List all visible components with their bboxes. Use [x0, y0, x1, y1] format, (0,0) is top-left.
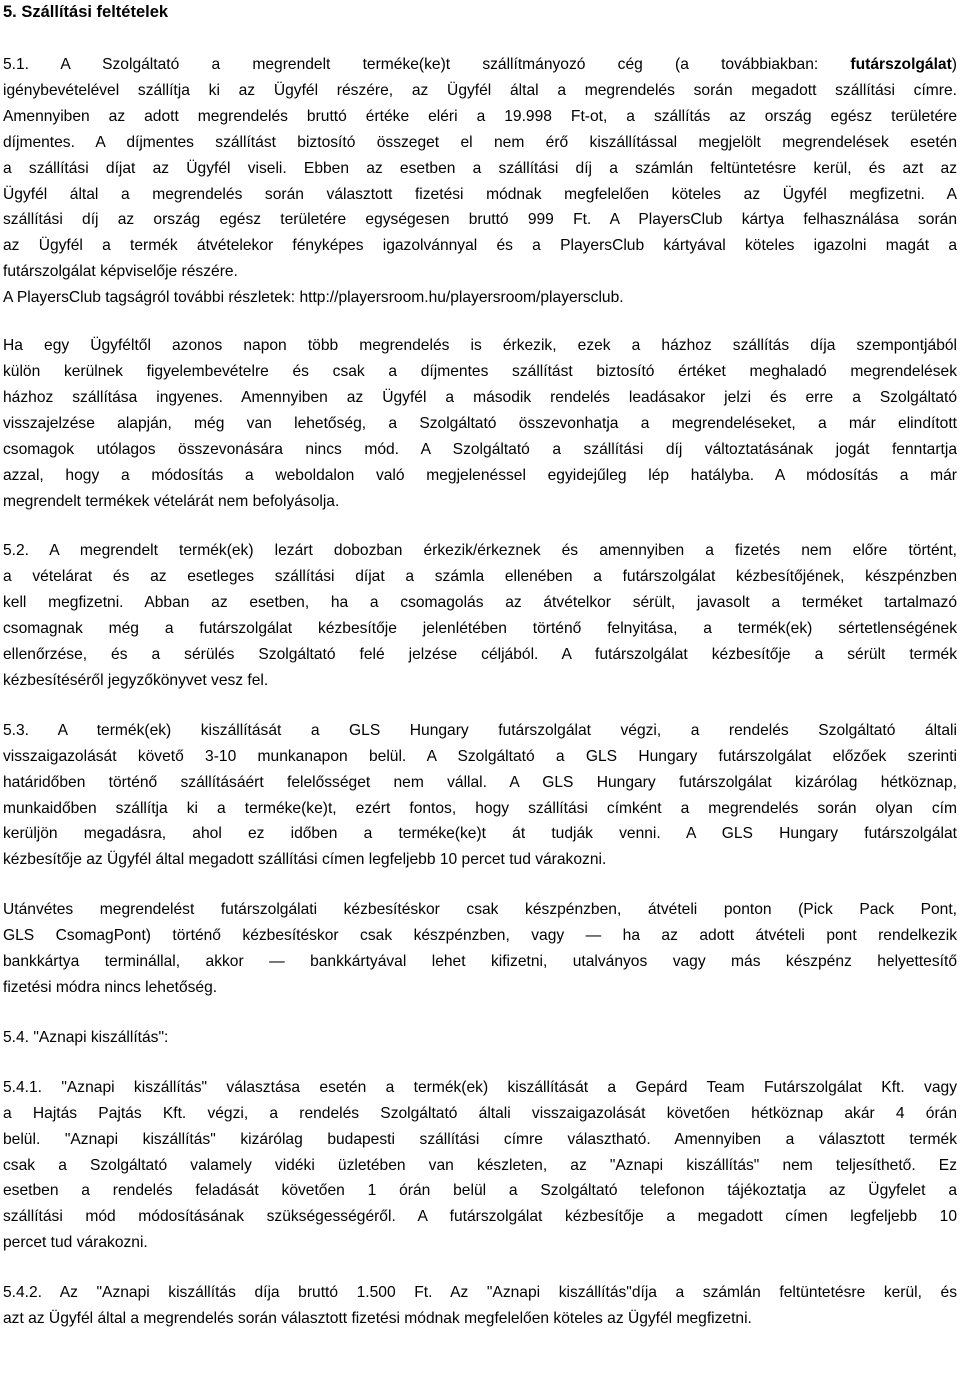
- text-line: kézbesítéséről jegyzőkönyvet vesz fel.: [3, 671, 269, 689]
- text-line: 5.4.2. Az "Aznapi kiszállítás díja bruttó 1.500 Ft. Az "Aznapi kiszállítás"díja a számlán feltüntetésre kerül, és: [3, 1284, 957, 1302]
- text-line: bankkártya terminállal, akkor — bankkártyával lehet kifizetni, utalványos vagy más készpénz helyettesítő: [3, 953, 957, 971]
- text-line: szállítási díj az ország egész területére egységesen bruttó 999 Ft. A PlayersClub kártya felhasználása során: [3, 211, 957, 229]
- same-day-orders-paragraph: [3, 333, 957, 514]
- text-line: Utánvétes megrendelést futárszolgálati kézbesítéskor csak készpénzben, átvételi ponton (Pick Pack Pont,: [3, 901, 957, 919]
- cash-on-delivery-paragraph: [3, 897, 957, 1001]
- section-5-3: [3, 718, 957, 873]
- section-title: 5. Szállítási feltételek: [3, 3, 169, 21]
- section-5-2: [3, 538, 957, 693]
- text-line: fizetési módra nincs lehetőség.: [3, 979, 218, 996]
- text-line: A PlayersClub tagságról további részletek: http://playersroom.hu/playersroom/playersclub.: [3, 289, 624, 307]
- text-line: 5.2. A megrendelt termék(ek) lezárt dobozban érkezik/érkeznek és amennyiben a fizetés nem előre történt,: [3, 542, 957, 560]
- text-line: csomagnak még a futárszolgálat kézbesítője jelenlétében történő felnyitása, a termék(ek) sértetlenségének: [3, 620, 957, 638]
- text-line: kézbesítője az Ügyfél által megadott szállítási címen legfeljebb 10 percet tud várakozni.: [3, 851, 607, 869]
- text-line: percet tud várakozni.: [3, 1234, 148, 1252]
- playersclub-link[interactable]: http://playersroom.hu/playersroom/playersclub.: [299, 289, 624, 307]
- text-line: 5.4.1. "Aznapi kiszállítás" választása esetén a termék(ek) kiszállítását a Gepárd Team Futárszolgálat Kft. vagy: [3, 1078, 957, 1096]
- text-line: határidőben történő szállításáért felelősséget nem vállal. A GLS Hungary futárszolgálat kizárólag hétköznap,: [3, 773, 957, 791]
- text-line: futárszolgálat képviselője részére.: [3, 263, 238, 281]
- text-line: azzal, hogy a módosítás a weboldalon való megjelenéssel egyidejűleg lép hatályba. A módosítás a már: [3, 466, 957, 484]
- text-line: igénybevételével szállítja ki az Ügyfél részére, az Ügyfél által a megrendelés során megadott szállítási címre.: [3, 81, 957, 99]
- text-line: megrendelt termékek vételárát nem befolyásolja.: [3, 492, 340, 510]
- text-line: azt az Ügyfél által a megrendelés során választott fizetési módnak megfelelően köteles az Ügyfél megfizetni.: [3, 1310, 752, 1328]
- text-line: a Hajtás Pajtás Kft. végzi, a rendelés Szolgáltató általi visszaigazolását követően hétköznap akár 4 órán: [3, 1104, 957, 1122]
- text-line: visszajelzése alapján, még van lehetőség, a Szolgáltató összevonhatja a megrendeléseket, a már elindított: [3, 414, 957, 432]
- text-line: kerüljön megadásra, ahol ez időben a terméke(ke)t át tudják venni. A GLS Hungary futárszolgálat: [3, 825, 957, 843]
- text-line: 5.3. A termék(ek) kiszállítását a GLS Hungary futárszolgálat végzi, a rendelés Szolgáltató általi: [3, 721, 957, 739]
- text-line: ellenőrzése, és a sérülés Szolgáltató felé jelzése céljából. A futárszolgálat kézbesítője a sérült termék: [3, 646, 957, 664]
- text-line: esetben a rendelés feladását követően 1 órán belül a Szolgáltató telefonon tájékoztatja az Ügyfelet a: [3, 1182, 957, 1200]
- text-line: Ha egy Ügyféltől azonos napon több megrendelés is érkezik, ezek a házhoz szállítás díja szempontjából: [3, 337, 957, 355]
- text-line: a szállítási díjat az Ügyfél viseli. Ebben az esetben a szállítási díj a számlán feltüntetésre kerül, és azt az: [3, 159, 957, 177]
- text-line: munkaidőben szállítja ki a terméke(ke)t, ezért fontos, hogy szállítási címként a megrendelés során olyan cím: [3, 799, 957, 817]
- text-line: kell megfizetni. Abban az esetben, ha a csomagolás az átvételkor sérült, javasolt a terméket tartalmazó: [3, 594, 957, 612]
- text-line: Ügyfél által a megrendelés során választott fizetési módnak megfelelően köteles az Ügyfél megfizetni. A: [3, 185, 957, 203]
- text-line: 5.4. "Aznapi kiszállítás":: [3, 1028, 169, 1046]
- text-line: visszaigazolását követő 3-10 munkanapon belül. A Szolgáltató a GLS Hungary futárszolgálat előzőek szerinti: [3, 747, 957, 765]
- document-page: [3, 0, 957, 1387]
- text-line: Amennyiben az adott megrendelés bruttó értéke eléri a 19.998 Ft-ot, a szállítás az ország egész területére: [3, 107, 957, 125]
- text-line: külön kerülnek figyelembevételre és csak a díjmentes szállítást biztosító értéket meghaladó megrendelések: [3, 362, 957, 380]
- section-5-4-2: [3, 1280, 957, 1332]
- section-5-4-heading: [3, 1025, 957, 1051]
- text-line: az Ügyfél a termék átvételekor fényképes igazolvánnyal és a PlayersClub kártyával köteles igazolni magát a: [3, 237, 957, 255]
- text-line: belül. "Aznapi kiszállítás" kizárólag budapesti szállítási címre választható. Amennyiben a választott termék: [3, 1130, 957, 1148]
- text-line: csak a Szolgáltató valamely vidéki üzletében van készleten, az "Aznapi kiszállítás" nem teljesíthető. Ez: [3, 1156, 957, 1174]
- section-5-4-1: [3, 1075, 957, 1256]
- text-line: díjmentes. A díjmentes szállítást biztosító összeget el nem érő kiszállítással megjelölt megrendelések esetén: [3, 133, 957, 151]
- text-line: 5.1. A Szolgáltató a megrendelt terméke(ke)t szállítmányozó cég (a továbbiakban: futárszolgálat): [3, 56, 957, 73]
- text-line: házhoz szállítása ingyenes. Amennyiben az Ügyfél a második rendelés leadásakor jelzi és erre a Szolgáltató: [3, 388, 957, 406]
- text-line: GLS CsomagPont) történő kézbesítéskor csak készpénzben, vagy — ha az adott átvételi pont rendelkezik: [3, 927, 957, 945]
- text-line: szállítási mód módosításának szükségességéről. A futárszolgálat kézbesítője a megadott címen legfeljebb 10: [3, 1208, 957, 1226]
- section-5-1: [3, 52, 957, 311]
- text-line: csomagok utólagos összevonására nincs mód. A Szolgáltató a szállítási díj változtatásának jogát fenntartja: [3, 440, 957, 458]
- text-line: a vételárat és az esetleges szállítási díjat a számla ellenében a futárszolgálat kézbesítőjének, készpénzben: [3, 568, 957, 586]
- futarszolgalat-term: futárszolgálat: [850, 56, 952, 73]
